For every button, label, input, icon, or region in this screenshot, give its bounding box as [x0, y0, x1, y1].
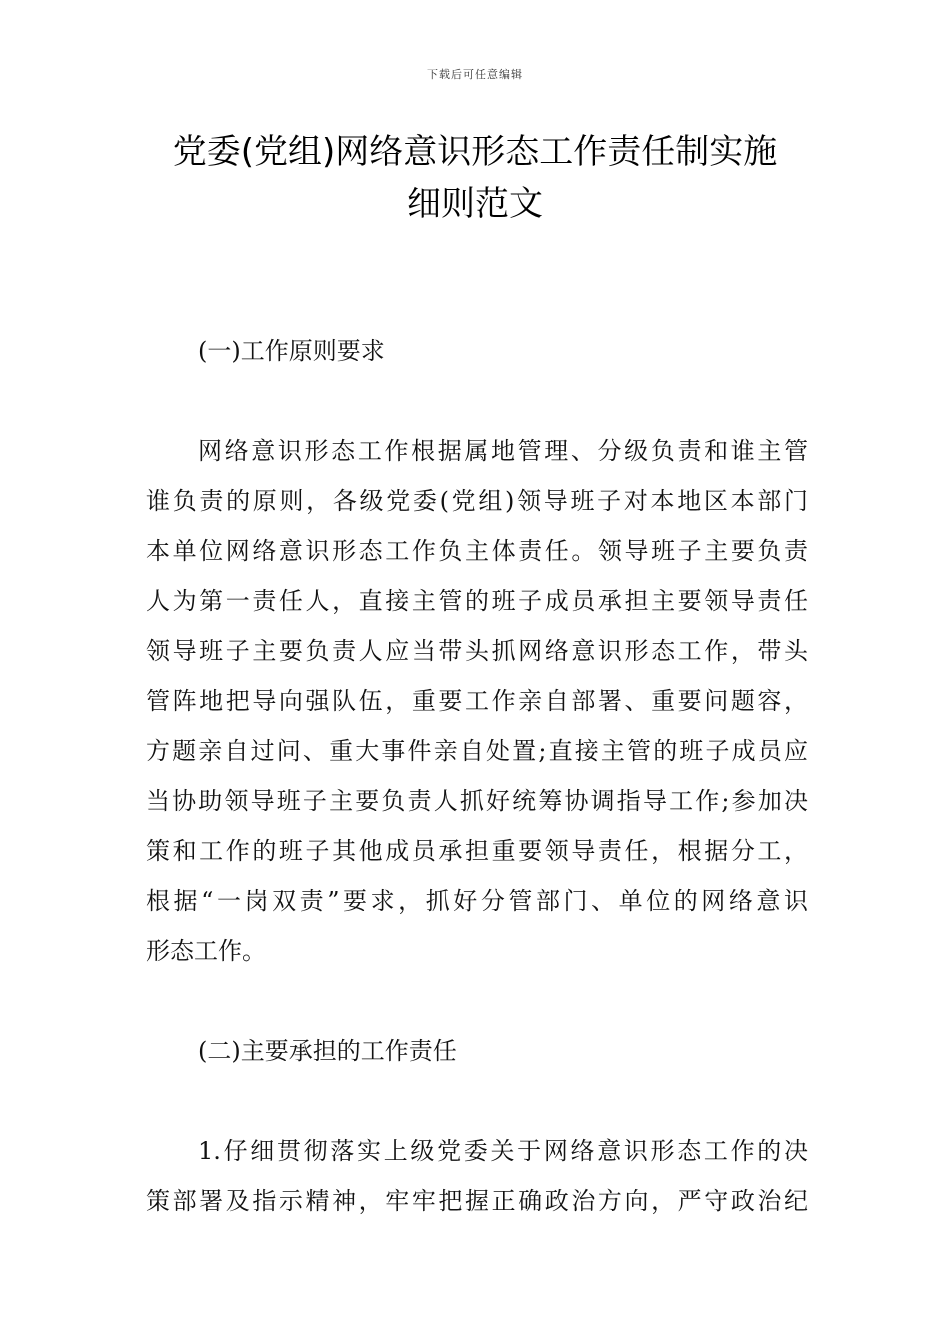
paragraph-line: 当协助领导班子主要负责人抓好统筹协调指导工作;参加决: [146, 787, 808, 815]
paragraph-line: 管阵地把导向强队伍，重要工作亲自部署、重要问题容，: [146, 687, 808, 715]
paragraph-line: 根据“一岗双责”要求，抓好分管部门、单位的网络意识: [146, 887, 808, 915]
spacer: [146, 976, 808, 1026]
paragraph-line: 本单位网络意识形态工作负主体责任。领导班子主要负责: [146, 537, 808, 565]
section-heading-1: (一)工作原则要求: [198, 337, 385, 365]
section-heading-2: (二)主要承担的工作责任: [198, 1037, 457, 1065]
paragraph-line: 方题亲自过问、重大事件亲自处置;直接主管的班子成员应: [146, 737, 808, 765]
title-line-2: 细则范文: [407, 184, 543, 224]
paragraph-line: 策和工作的班子其他成员承担重要领导责任，根据分工，: [146, 837, 808, 865]
spacer: [146, 1076, 808, 1126]
paragraph-line: 领导班子主要负责人应当带头抓网络意识形态工作，带头: [146, 637, 808, 665]
header-note: 下载后可任意编辑: [427, 68, 523, 81]
paragraph-line: 策部署及指示精神，牢牢把握正确政治方向，严守政治纪: [146, 1187, 808, 1215]
document-body: [146, 326, 808, 1226]
title-line-1: 党委(党组)网络意识形态工作责任制实施: [172, 132, 778, 172]
document-title: [140, 126, 810, 230]
paragraph-line: 网络意识形态工作根据属地管理、分级负责和谁主管: [198, 437, 808, 465]
paragraph-line: 人为第一责任人，直接主管的班子成员承担主要领导责任: [146, 587, 808, 615]
paragraph-line: 1.仔细贯彻落实上级党委关于网络意识形态工作的决: [198, 1137, 808, 1165]
paragraph-line: 谁负责的原则，各级党委(党组)领导班子对本地区本部门: [146, 487, 808, 515]
paragraph-line: 形态工作。: [146, 937, 266, 965]
paragraph-responsibilities: [146, 1126, 808, 1226]
paragraph-principles: [146, 426, 808, 976]
spacer: [146, 376, 808, 426]
